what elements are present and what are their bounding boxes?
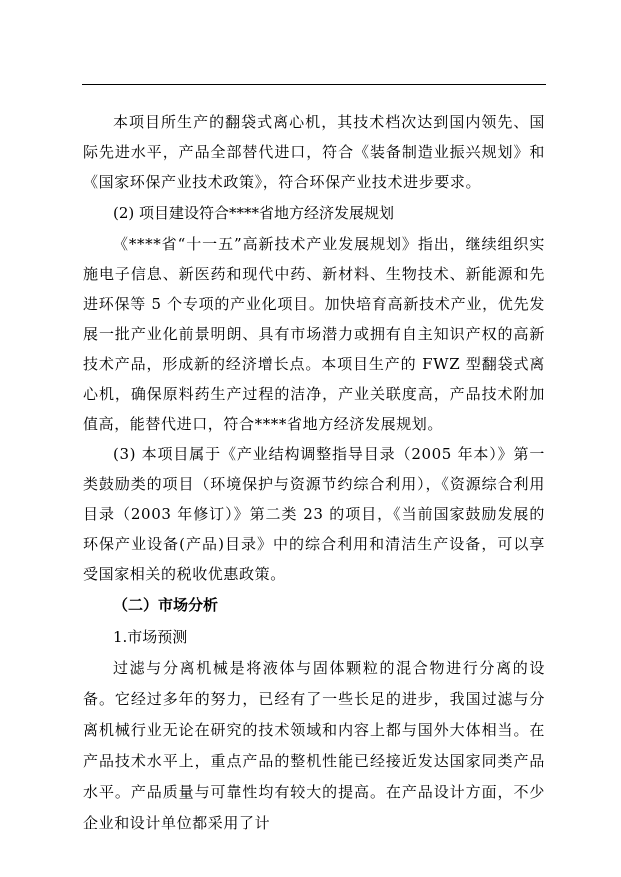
paragraph-provincial-plan: 《****省“十一五”高新技术产业发展规划》指出，继续组织实施电子信息、新医药和现代中药、新材料、生物技术、新能源和先进环保等 5 个专项的产业化项目。加快培育高新技术产业，优先发展一批产业化前景明朗、具有市场潜力或拥有自主知识产权的高新技术产品，形成新的经济增长点。本项目生产的 FWZ 型翻袋式离心机，确保原料药生产过程的洁净，产业关联度高，产品技术附加值高，能替代进口，符合****省地方经济发展规划。 [83,235,545,433]
header-rule [82,84,546,85]
subheading-market-forecast: 1.市场预测 [113,628,188,646]
subheading-provincial-plan: (2) 项目建设符合****省地方经济发展规划 [113,204,395,222]
paragraph-product-level: 本项目所生产的翻袋式离心机，其技术档次达到国内领先、国际先进水平，产品全部替代进口，符合《装备制造业振兴规划》和《国家环保产业技术政策》，符合环保产业技术进步要求。 [83,113,545,191]
paragraph-market-forecast: 过滤与分离机械是将液体与固体颗粒的混合物进行分离的设备。它经过多年的努力，已经有了一些长足的进步，我国过滤与分离机械行业无论在研究的技术领域和内容上都与国外大体相当。在产品技术水平上，重点产品的整机性能已经接近发达国家同类产品水平。产品质量与可靠性均有较大的提高。在产品设计方面，不少企业和设计单位都采用了计 [83,659,545,832]
document-body [83,107,545,839]
section-heading-market-analysis: （二）市场分析 [113,596,219,614]
paragraph-industry-catalog: (3) 本项目属于《产业结构调整指导目录（2005 年本）》第一类鼓励类的项目（环境保护与资源节约综合利用），《资源综合利用目录（2003 年修订）》第二类 23 的项目，《当前国家鼓励发展的环保产业设备(产品)目录》中的综合利用和清洁生产设备，可以享受国家相关的税收优惠政策。 [83,445,545,583]
